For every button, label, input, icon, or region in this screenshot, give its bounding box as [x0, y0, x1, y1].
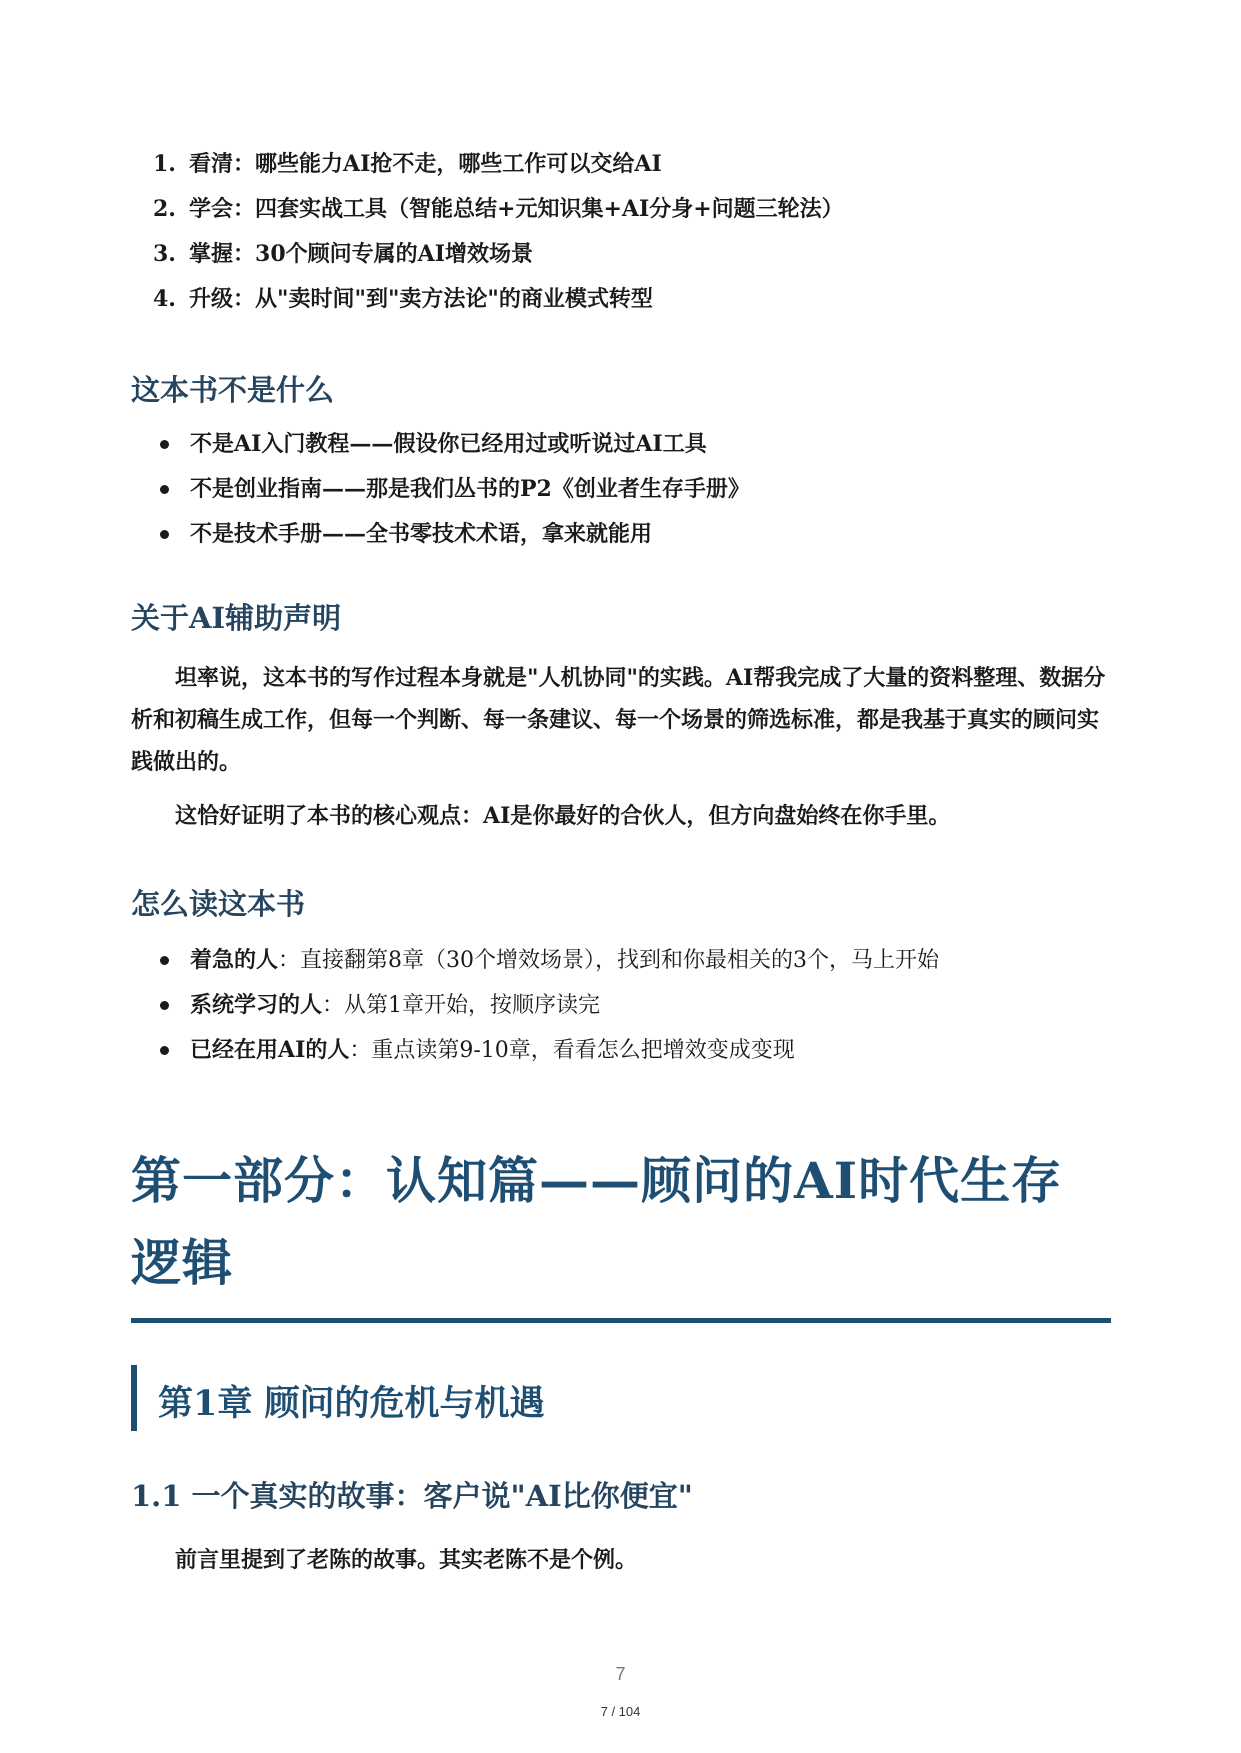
- list-item: 已经在用AI的人：重点读第9-10章，看看怎么把增效变成变现: [160, 1036, 939, 1081]
- read-section-heading: 怎么读这本书: [131, 887, 306, 921]
- part-title-divider: [131, 1318, 1111, 1323]
- read-section-list: [160, 946, 939, 1081]
- page-number: 7: [615, 1664, 626, 1684]
- goals-list: [153, 150, 844, 330]
- list-item: 1. 看清：哪些能力AI抢不走，哪些工作可以交给AI: [153, 151, 662, 177]
- section-intro: 前言里提到了老陈的故事。其实老陈不是个例。: [175, 1547, 638, 1573]
- not-section-list: [160, 430, 750, 565]
- section-title: 1.1 一个真实的故事：客户说"AI比你便宜": [131, 1479, 693, 1513]
- list-item: 不是技术手册——全书零技术术语，拿来就能用: [160, 520, 750, 565]
- ai-paragraph-1: 坦率说，这本书的写作过程本身就是"人机协同"的实践。AI帮我完成了大量的资料整理、数据分析和初稿生成工作，但每一个判断、每一条建议、每一个场景的筛选标准，都是我基于真实的顾问实践做出的。: [131, 665, 1106, 775]
- list-item: 4. 升级：从"卖时间"到"卖方法论"的商业模式转型: [153, 286, 653, 312]
- chapter-title: 第1章 顾问的危机与机遇: [158, 1383, 545, 1424]
- list-item: 不是创业指南——那是我们丛书的P2《创业者生存手册》: [160, 475, 750, 520]
- chapter-accent-bar: [131, 1365, 137, 1431]
- not-section-heading: 这本书不是什么: [131, 373, 335, 407]
- ai-paragraph-2: 这恰好证明了本书的核心观点：AI是你最好的合伙人，但方向盘始终在你手里。: [175, 803, 951, 829]
- part-title: 第一部分：认知篇——顾问的AI时代生存逻辑: [131, 1151, 1063, 1292]
- list-item: 不是AI入门教程——假设你已经用过或听说过AI工具: [160, 430, 750, 475]
- page-count: 7 / 104: [600, 1704, 641, 1719]
- list-item: 系统学习的人：从第1章开始，按顺序读完: [160, 991, 939, 1036]
- list-item: 2. 学会：四套实战工具（智能总结+元知识集+AI分身+问题三轮法）: [153, 196, 844, 222]
- list-item: 3. 掌握：30个顾问专属的AI增效场景: [153, 241, 533, 267]
- list-item: 着急的人：直接翻第8章（30个增效场景），找到和你最相关的3个，马上开始: [160, 946, 939, 991]
- ai-section-heading: 关于AI辅助声明: [131, 601, 342, 635]
